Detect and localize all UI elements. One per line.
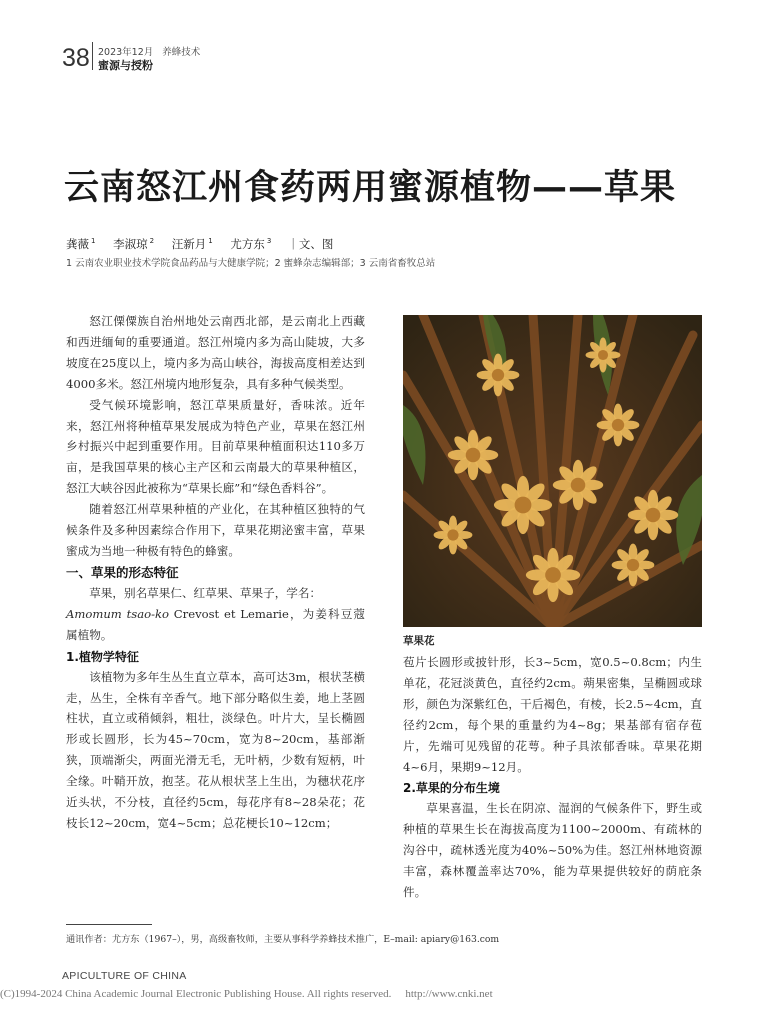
body-paragraph: 草果，别名草果仁、红草果、草果子，学名： Amomum tsao-ko Crevost et Lemarie，为姜科豆蔻属植物。: [66, 585, 365, 642]
flower-center: [598, 350, 608, 360]
flower-center: [545, 567, 561, 583]
body-paragraph: 草果喜温，生长在阴凉、湿润的气候条件下，野生或种植的草果生长在海拔高度为1100~2000m、有疏林的沟谷中，疏林透光度为40%~50%为佳。怒江州林地资源丰富，森林覆盖率达70%，能为草果提供较好的荫庇条件。: [403, 801, 702, 900]
footnote-rule: [66, 924, 152, 925]
body-paragraph: 苞片长圆形或披针形，长3~5cm，宽0.5~0.8cm；内生单花，花冠淡黄色，直径约2cm。蒴果密集，呈椭圆或球形，颜色为深紫红色，干后褐色，有棱，长2.5~4cm，直径约2cm，每个果的重量约为4~8g；果基部有宿存苞片，先端可见残留的花萼。种子具浓郁香味。草果花期4~6月，果期9~12月。: [403, 655, 702, 774]
flower-head: [597, 404, 640, 447]
section-heading: 一、草果的形态特征: [66, 564, 179, 580]
copyright-text: (C)1994-2024 China Academic Journal Electronic Publishing House. All rights reserved.: [0, 988, 392, 1000]
subsection-heading: 2.草果的分布生境: [403, 781, 500, 796]
flower-head: [434, 516, 473, 555]
author: 尤方东 $^3$: [230, 237, 272, 251]
intro-paragraph: 怒江傈僳族自治州地处云南西北部，是云南北上西藏和西进缅甸的重要通道。怒江州境内多为高山陡坡，大多坡度在25度以上，境内多为高山峡谷，海拔高度相差达到4000多米。怒江州境内地形复杂，具有多种气候类型。: [66, 314, 365, 391]
header-divider: [92, 42, 93, 70]
flower-center: [571, 478, 586, 493]
affiliations: 1 云南农业职业技术学院食品药品与大健康学院；2 蜜蜂杂志编辑部；3 云南省畜牧总站: [66, 258, 436, 269]
page-number: 38: [62, 44, 90, 72]
issue-info: [98, 44, 206, 58]
issue-date: 2023年12月: [98, 47, 154, 58]
latin-name: Amomum tsao-ko: [66, 606, 170, 621]
flower-center: [612, 419, 624, 431]
journal-english-name: APICULTURE OF CHINA: [62, 970, 187, 982]
figure-caption: 草果花: [403, 635, 435, 647]
flower-head: [494, 476, 552, 534]
subsection-heading: 1.植物学特征: [66, 649, 139, 664]
corresponding-author-note: 通讯作者：尤方东（1967–），男，高级畜牧师，主要从事科学养蜂技术推广，E–mail: apiary@163.com: [66, 934, 500, 945]
flower-center: [515, 497, 532, 514]
flower-center: [447, 529, 458, 540]
flower-head: [553, 460, 603, 510]
author: 李淑琼 $^2$: [113, 237, 155, 251]
flower-center: [466, 448, 481, 463]
author-credit: ｜文、图: [287, 237, 334, 251]
author: 汪新月 $^1$: [171, 237, 213, 251]
flower-center: [492, 369, 504, 381]
cnki-link[interactable]: http://www.cnki.net: [405, 988, 493, 1000]
section-name: 蜜源与授粉: [98, 59, 153, 72]
article-title: 云南怒江州食药两用蜜源植物——草果: [64, 168, 677, 208]
flower-center: [646, 508, 661, 523]
body-paragraph: 该植物为多年生丛生直立草本，高可达3m，根状茎横走，丛生，全株有辛香气。地下部分略似生姜，地上茎圆柱状，直立或稍倾斜，粗壮，淡绿色。叶片大，呈长椭圆形或长圆形，长为45~70cm，宽为8~20cm，基部渐狭，顶端渐尖，两面光滑无毛，无叶柄，少数有短柄，叶全缘。叶鞘开放，抱茎。花从根状茎上生出，为穗状花序近头状，不分枝，直径约5cm，每花序有8~28朵花；花枝长12~20cm，宽4~5cm；总花梗长10~12cm；: [66, 669, 365, 830]
copyright-line: [0, 988, 493, 1000]
left-column: [66, 311, 365, 834]
journal-name: 养蜂技术: [162, 47, 201, 58]
flower-head: [586, 338, 621, 373]
caoguo-flower-photo: [403, 315, 702, 627]
flower-head: [448, 430, 498, 480]
flower-head: [526, 548, 580, 602]
flower-center: [627, 559, 639, 571]
intro-paragraph: 随着怒江州草果种植的产业化，在其种植区独特的气候条件及多种因素综合作用下，草果花期泌蜜丰富，草果蜜成为当地一种极有特色的蜂蜜。: [66, 502, 365, 558]
author: 龚薇 $^1$: [66, 237, 96, 251]
flower-head: [628, 490, 678, 540]
right-column: [403, 652, 702, 903]
intro-paragraph: 受气候环境影响，怒江草果质量好，香味浓。近年来，怒江州将种植草果发展成为特色产业，草果在怒江州乡村振兴中起到重要作用。目前草果种植面积达110多万亩，是我国草果的核心主产区和云南最大的草果种植区，怒江大峡谷因此被称为“草果长廊”和“绿色香料谷”。: [66, 397, 365, 496]
flower-head: [612, 544, 655, 587]
author-list: [66, 236, 333, 252]
flower-head: [477, 354, 520, 397]
